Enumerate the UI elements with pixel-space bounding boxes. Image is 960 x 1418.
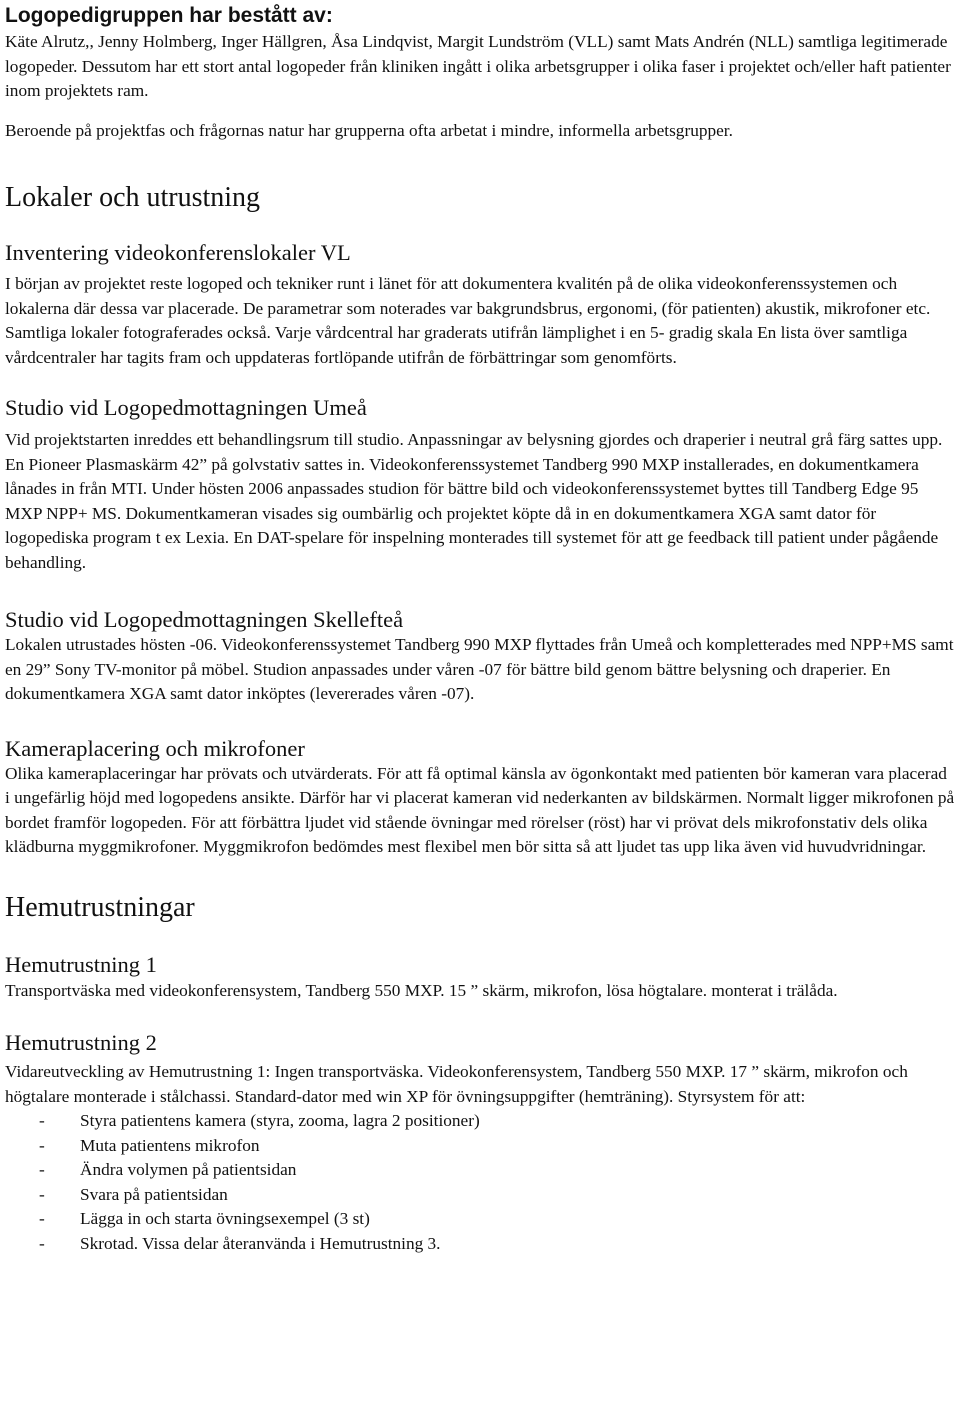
list-item-text: Ändra volymen på patientsidan <box>80 1160 297 1179</box>
list-item <box>5 1134 955 1159</box>
list-item-text: Muta patientens mikrofon <box>80 1135 260 1155</box>
list-item-text: Skrotad. Vissa delar återanvända i Hemutrustning 3. <box>80 1233 441 1253</box>
subheading-kameraplacering: Kameraplacering och mikrofoner <box>5 735 305 761</box>
list-item-text: Lägga in och starta övningsexempel (3 st) <box>80 1209 370 1228</box>
paragraph-hemutrustning-2: Vidareutveckling av Hemutrustning 1: Ingen transportväska. Videokonferensystem, Tandberg 550 MXP. 17 ” skärm, mikrofon och högtalare monterade i stålchassi. Standard-dator med win XP för övningsuppgifter (hemträning). Styrsystem för att: <box>5 1062 908 1106</box>
paragraph-inventering: I början av projektet reste logoped och tekniker runt i länet för att dokumentera kvalitén på de olika videokonferenssystemen och lokalerna där dessa var placerade. De parametrar som noterades var bakgrundsbrus, ergonomi, (för patienten) akustik, mikrofoner etc. Samtliga lokaler fotograferades också. Varje vårdcentral har graderats utifrån lämplighet i en 5- gradig skala En lista över samtliga vårdcentraler har tagits fram och uppdateras fortlöpande utifrån de förbättringar som genomförts. <box>5 274 931 367</box>
section-heading-hemutrustningar: Hemutrustningar <box>5 891 195 923</box>
subheading-hemutrustning-1: Hemutrustning 1 <box>5 951 157 977</box>
paragraph-kameraplacering: Olika kameraplaceringar har prövats och utvärderats. För att få optimal känsla av ögonkontakt med patienten bör kameran vara placerad i ungefärlig höjd med logopedens ansikte. Därför har vi placerat kameran vid nederkanten av bildskärmen. Normalt ligger mikrofonen på bordet framför logopeden. För att förbättra ljudet vid stående övningar med rörelser (röst) har vi prövat dels mikrofonstativ dels olika klädburna myggmikrofoner. Myggmikrofon bedömdes mest flexibel men bör sitta så att ljudet tas upp lika även vid huvudvridningar. <box>5 763 955 856</box>
list-item <box>5 1183 955 1208</box>
paragraph-hemutrustning-1: Transportväska med videokonferensystem, Tandberg 550 MXP. 15 ” skärm, mikrofon, lösa högtalare. monterat i trälåda. <box>5 980 838 1000</box>
paragraph-studio-skelleftea: Lokalen utrustades hösten -06. Videokonferenssystemet Tandberg 990 MXP flyttades från Umeå och kompletterades med NPP+MS samt en 29” Sony TV-monitor på möbel. Studion anpassades under våren -07 för bättre bild genom bättre belysning och draperier. En dokumentkamera XGA samt dator inköptes (levererades våren -07). <box>5 635 954 703</box>
list-item-text: Svara på patientsidan <box>80 1184 228 1204</box>
list-item <box>5 1232 955 1257</box>
intro-paragraph-workgroups: Beroende på projektfas och frågornas natur har grupperna ofta arbetat i mindre, informella arbetsgrupper. <box>5 120 733 140</box>
list-dash: - <box>39 1160 45 1179</box>
paragraph-studio-umea: Vid projektstarten inreddes ett behandlingsrum till studio. Anpassningar av belysning gjordes och draperier i neutral grå färg sattes upp. En Pioneer Plasmaskärm 42” på golvstativ sattes in. Videokonferenssystemet Tandberg 990 MXP installerades, en dokumentkamera lånades in från MTI. Under hösten 2006 anpassades studion för bättre bild och videokonferenssystemet byttes till Tandberg Edge 95 MXP NPP+ MS. Dokumentkameran visades sig oumbärlig och projektet köpte då in en dokumentkamera XGA samt dator för logopediska program t ex Lexia. En DAT-spelare för inspelning monterades till systemet för att ge feedback till patient under pågående behandling. <box>5 430 943 572</box>
list-item <box>5 1158 955 1183</box>
list-dash: - <box>39 1233 45 1253</box>
intro-title: Logopedigruppen har bestått av: <box>5 4 333 27</box>
subheading-hemutrustning-2: Hemutrustning 2 <box>5 1030 157 1055</box>
styrsystem-list <box>5 1109 955 1256</box>
subheading-studio-skelleftea: Studio vid Logopedmottagningen Skellefteå <box>5 607 404 632</box>
document-page <box>5 0 955 1256</box>
list-item <box>5 1109 955 1134</box>
list-item-text: Styra patientens kamera (styra, zooma, lagra 2 positioner) <box>80 1111 480 1130</box>
list-dash: - <box>39 1111 45 1130</box>
section-heading-lokaler: Lokaler och utrustning <box>5 182 261 213</box>
list-dash: - <box>39 1135 45 1155</box>
subheading-studio-umea: Studio vid Logopedmottagningen Umeå <box>5 395 367 420</box>
list-item <box>5 1207 955 1232</box>
intro-paragraph-members: Käte Alrutz,, Jenny Holmberg, Inger Hällgren, Åsa Lindqvist, Margit Lundström (VLL) samt Mats Andrén (NLL) samtliga legitimerade logopeder. Dessutom har ett stort antal logopeder från kliniken ingått i olika arbetsgrupper i olika faser i projektet och/eller haft patienter inom projektets ram. <box>5 32 951 100</box>
list-dash: - <box>39 1184 45 1204</box>
subheading-inventering: Inventering videokonferenslokaler VL <box>5 240 351 265</box>
list-dash: - <box>39 1209 45 1228</box>
